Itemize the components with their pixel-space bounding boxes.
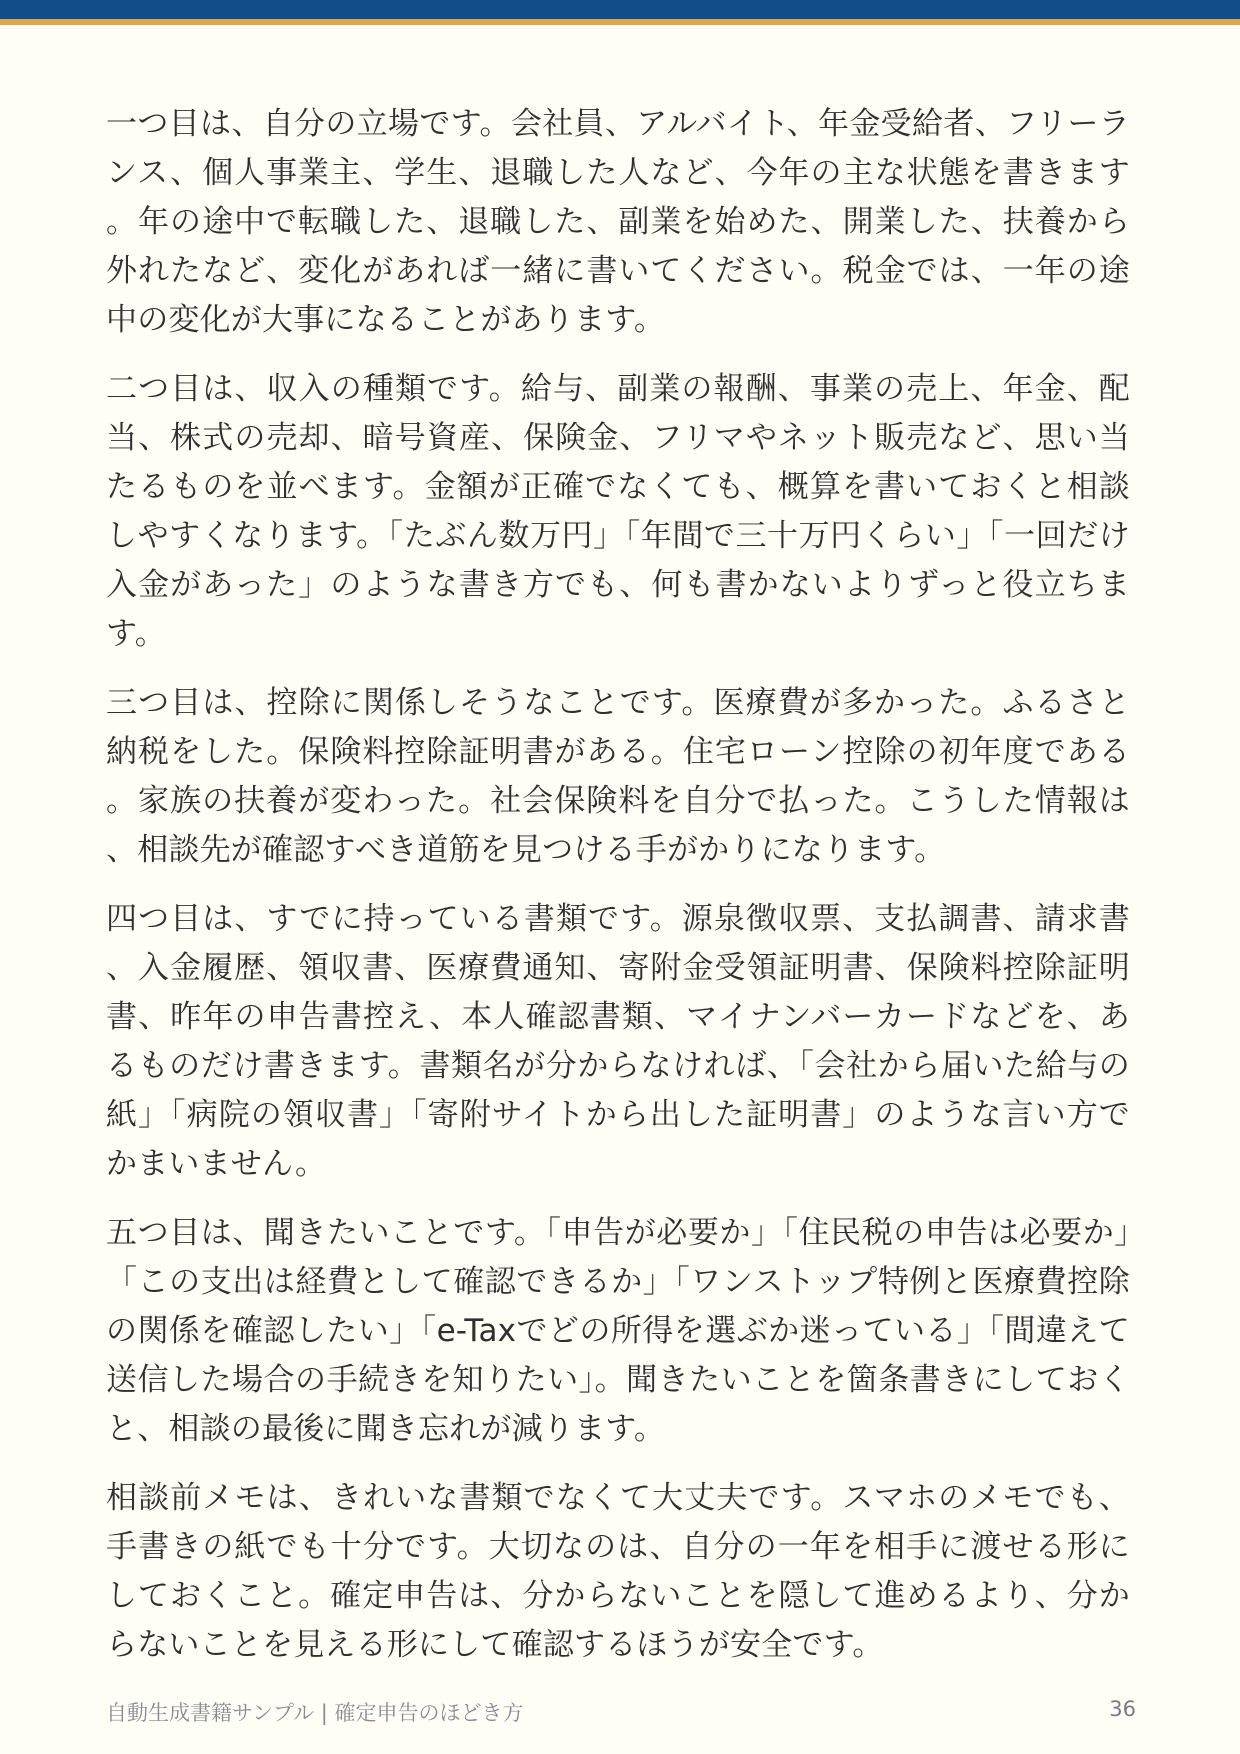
- page-body: [106, 100, 1130, 1690]
- footer-book-title: 自動生成書籍サンプル | 確定申告のほどき方: [106, 1701, 524, 1725]
- paragraph-3: 三つ目は、控除に関係しそうなことです。医療費が多かった。ふるさと納税をした。保険料控除証明書がある。住宅ローン控除の初年度である。家族の扶養が変わった。社会保険料を自分で払った。こうした情報は、相談先が確認すべき道筋を見つける手がかりになります。: [106, 685, 1130, 868]
- paragraph-6: 相談前メモは、きれいな書類でなくて大丈夫です。スマホのメモでも、手書きの紙でも十分です。大切なのは、自分の一年を相手に渡せる形にしておくこと。確定申告は、分からないことを隠して進めるより、分からないことを見える形にして確認するほうが安全です。: [106, 1480, 1130, 1663]
- paragraph-1: 一つ目は、自分の立場です。会社員、アルバイト、年金受給者、フリーランス、個人事業主、学生、退職した人など、今年の主な状態を書きます。年の途中で転職した、退職した、副業を始めた、開業した、扶養から外れたなど、変化があれば一緒に書いてください。税金では、一年の途中の変化が大事になることがあります。: [106, 106, 1130, 338]
- paragraph-4: 四つ目は、すでに持っている書類です。源泉徴収票、支払調書、請求書、入金履歴、領収書、医療費通知、寄附金受領証明書、保険料控除証明書、昨年の申告書控え、本人確認書類、マイナンバーカードなどを、あるものだけ書きます。書類名が分からなければ、「会社から届いた給与の紙」「病院の領収書」「寄附サイトから出した証明書」のような言い方でかまいません。: [106, 901, 1130, 1182]
- page-footer: [106, 1697, 1136, 1727]
- header-bar: [0, 0, 1240, 19]
- page-number: 36: [1109, 1697, 1136, 1721]
- paragraph-2: 二つ目は、収入の種類です。給与、副業の報酬、事業の売上、年金、配当、株式の売却、暗号資産、保険金、フリマやネット販売など、思い当たるものを並べます。金額が正確でなくても、概算を書いておくと相談しやすくなります。「たぶん数万円」「年間で三十万円くらい」「一回だけ入金があった」のような書き方でも、何も書かないよりずっと役立ちます。: [106, 371, 1130, 652]
- paragraph-5: 五つ目は、聞きたいことです。「申告が必要か」「住民税の申告は必要か」「この支出は経費として確認できるか」「ワンストップ特例と医療費控除の関係を確認したい」「e-Taxでどの所得を選ぶか迷っている」「間違えて送信した場合の手続きを知りたい」。聞きたいことを箇条書きにしておくと、相談の最後に聞き忘れが減ります。: [106, 1215, 1130, 1447]
- header-accent-line: [0, 19, 1240, 25]
